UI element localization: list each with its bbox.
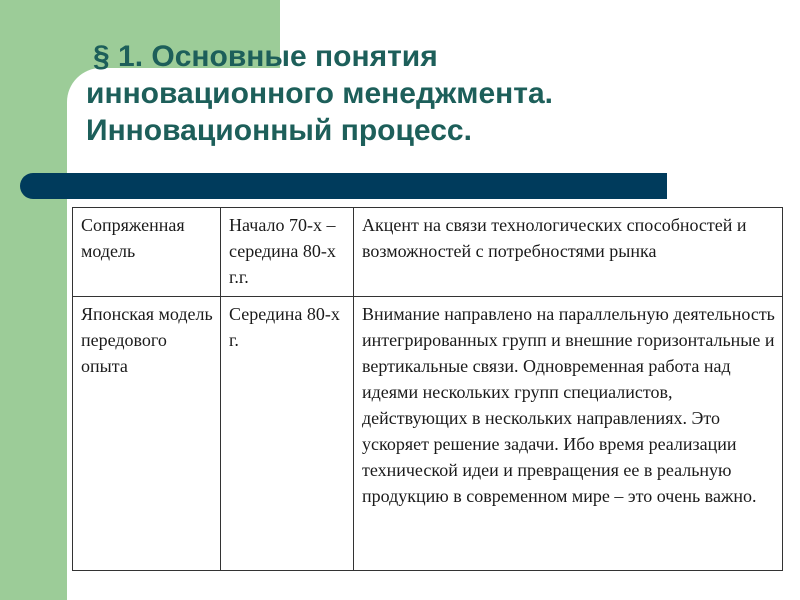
title-line-2: инновационного менеджмента. bbox=[86, 77, 553, 110]
period-cell: Начало 70-х – середина 80-х г.г. bbox=[221, 208, 354, 297]
table-row bbox=[73, 208, 783, 297]
innovation-models-table bbox=[72, 207, 783, 571]
slide-title bbox=[86, 38, 776, 149]
model-cell: Сопряженная модель bbox=[73, 208, 221, 297]
period-cell: Середина 80-х г. bbox=[221, 297, 354, 571]
title-line-1: § 1. Основные понятия bbox=[93, 40, 438, 73]
model-cell: Японская модель передового опыта bbox=[73, 297, 221, 571]
title-underline-bar bbox=[20, 173, 667, 199]
table-row bbox=[73, 297, 783, 571]
description-cell: Акцент на связи технологических способностей и возможностей с потребностями рынка bbox=[354, 208, 783, 297]
description-cell: Внимание направлено на параллельную деятельность интегрированных групп и внешние горизонтальные и вертикальные связи. Одновременная работа над идеями нескольких групп специалистов, действующих в нескольких направлениях. Это ускоряет решение задачи. Ибо время реализации технической идеи и превращения ее в реальную продукцию в современном мире – это очень важно. bbox=[354, 297, 783, 571]
title-line-3: Инновационный процесс. bbox=[86, 114, 472, 147]
